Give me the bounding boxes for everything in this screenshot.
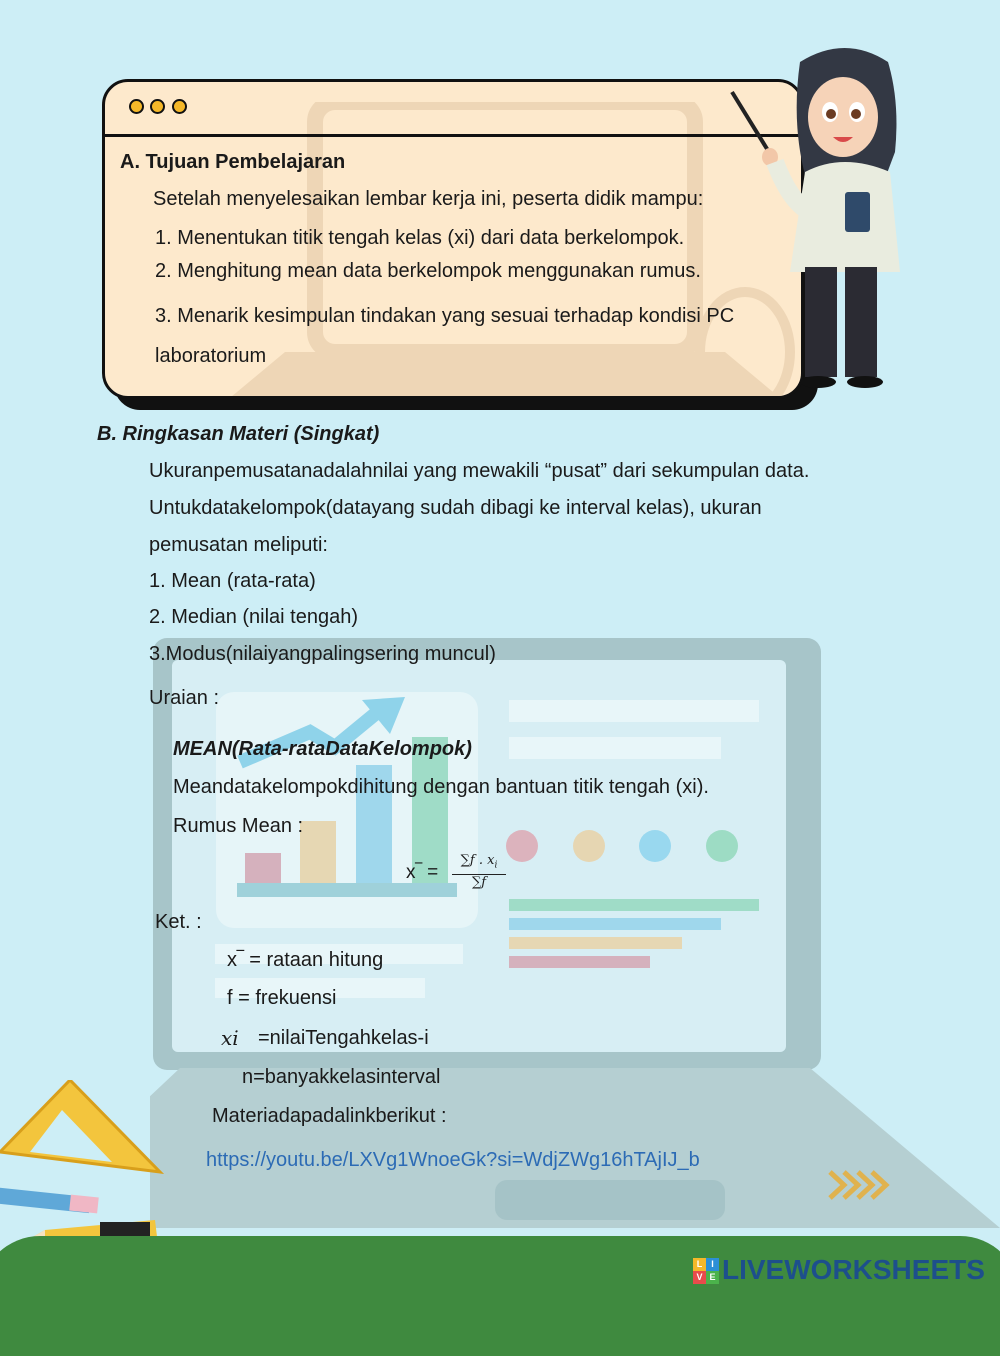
window-dot-icon [150, 99, 165, 114]
objective-item: 2. Menghitung mean data berkelompok menggunakan rumus. [155, 260, 701, 282]
teacher-illustration-icon [730, 42, 910, 397]
summary-line: Ukuranpemusatanadalahnilai yang mewakili “pusat” dari sekumpulan data. [149, 460, 810, 482]
liveworksheets-logo-icon: L I V E [693, 1258, 719, 1284]
ket-item: x‾ = rataan hitung [227, 949, 384, 971]
window-dot-icon [129, 99, 144, 114]
objective-item: laboratorium [155, 345, 267, 367]
objective-item: 3. Menarik kesimpulan tindakan yang sesuai terhadap kondisi PC [155, 305, 735, 327]
materi-label: Materiadapadalinkberikut : [212, 1105, 447, 1127]
ket-label: Ket. : [155, 911, 202, 933]
section-b-title: B. Ringkasan Materi (Singkat) [97, 423, 380, 445]
mean-description: Meandatakelompokdihitung dengan bantuan titik tengah (xi). [173, 776, 709, 798]
ket-item: f = frekuensi [227, 987, 337, 1009]
ket-item: n=banyakkelasinterval [242, 1066, 441, 1088]
objective-card [102, 79, 804, 399]
card-titlebar [105, 82, 801, 137]
formula-denominator: ∑f [471, 874, 487, 890]
youtube-link[interactable]: https://youtu.be/LXVg1WnoeGk?si=WdjZWg16hTAjIJ_b [206, 1149, 700, 1171]
summary-line: 2. Median (nilai tengah) [149, 606, 359, 628]
summary-line: 3.Modus(nilaiyangpalingsering muncul) [149, 643, 496, 665]
objective-intro: Setelah menyelesaikan lembar kerja ini, peserta didik mampu: [153, 188, 704, 210]
section-a-title: A. Tujuan Pembelajaran [120, 151, 346, 173]
laptop-watermark-icon [225, 102, 804, 399]
liveworksheets-brand[interactable]: LIVEWORKSHEETS [722, 1254, 985, 1285]
set-square-ruler-icon [0, 1080, 170, 1260]
uraian-label: Uraian : [149, 687, 220, 709]
formula-numerator: ∑f . $x_i$ [452, 853, 506, 875]
window-dot-icon [172, 99, 187, 114]
rumus-label: Rumus Mean : [173, 815, 304, 837]
objective-item: 1. Menentukan titik tengah kelas (xi) dari data berkelompok. [155, 227, 685, 249]
formula-fraction [452, 853, 506, 891]
ket-item: =nilaiTengahkelas-i [258, 1027, 429, 1049]
ket-xi-symbol: xi [221, 1026, 239, 1050]
summary-line: 1. Mean (rata-rata) [149, 570, 316, 592]
summary-line: pemusatan meliputi: [149, 534, 328, 556]
formula-lhs: x‾ = [406, 862, 439, 883]
summary-line: Untukdatakelompok(datayang sudah dibagi ke interval kelas), ukuran [149, 497, 762, 519]
mean-title: MEAN(Rata-rataDataKelompok) [173, 738, 472, 760]
